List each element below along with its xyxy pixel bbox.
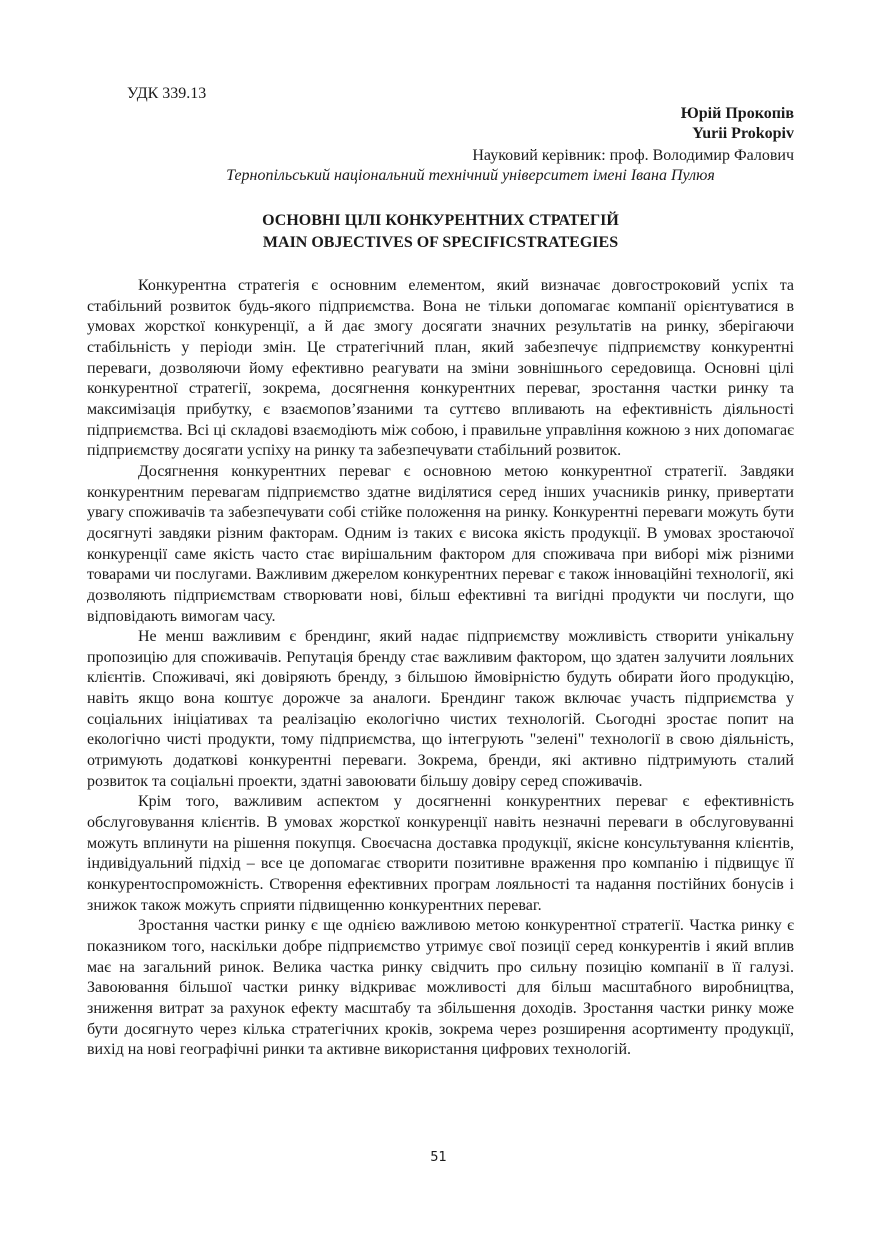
title-ua: ОСНОВНІ ЦІЛІ КОНКУРЕНТНИХ СТРАТЕГІЙ <box>262 212 619 229</box>
paper-title <box>87 210 794 254</box>
author-name-en: Yurii Prokopiv <box>692 125 794 142</box>
paragraph: Не менш важливим є брендинг, який надає підприємству можливість створити унікальну пропозицію для споживачів. Репутація бренду стає важливим фактором, що здатен залучити лояльних клієнтів. Споживачі, які довіряють бренду, з більшою ймовірністю будуть обирати його продукцію, навіть якщо вона коштує дорожче за аналоги. Брендинг також включає участь підприємства у соціальних ініціативах та реалізацію екологічно чистих технологій. Сьогодні зростає попит на екологічно чисті продукти, тому підприємства, що інтегрують "зелені" технології в свою діяльність, отримують додаткові конкурентні переваги. Зокрема, бренди, які активно підтримують сталий розвиток та соціальні проекти, здатні завоювати більшу довіру серед споживачів. <box>87 628 794 790</box>
scientific-supervisor: Науковий керівник: проф. Володимир Фалович <box>472 147 794 164</box>
title-en: MAIN OBJECTIVES OF SPECIFICSTRATEGIES <box>262 234 619 251</box>
page-number: 51 <box>430 1150 447 1165</box>
author-name-ua: Юрій Прокопів <box>680 105 794 122</box>
paragraph: Зростання частки ринку є ще однією важливою метою конкурентної стратегії. Частка ринку є показником того, наскільки добре підприємство утримує свої позиції серед конкурентів і який вплив має на загальний ринок. Велика частка ринку свідчить про сильну позицію компанії в її галузі. Завоювання більшої частки ринку відкриває можливості для більш масштабного виробництва, зниження витрат за рахунок ефекту масштабу та збільшення доходів. Зростання частки ринку може бути досягнуто через кілька стратегічних кроків, зокрема через розширення асортименту продукції, вихід на нові географічні ринки та активне використання цифрових технологій. <box>87 917 794 1059</box>
paragraph: Крім того, важливим аспектом у досягненні конкурентних переваг є ефективність обслуговування клієнтів. В умовах жорсткої конкуренції навіть незначні переваги в обслуговуванні можуть вплинути на рішення покупця. Своєчасна доставка продукції, якісне консультування клієнтів, індивідуальний підхід – все це допомагає створити позитивне враження про компанію і підвищує її конкурентоспроможність. Створення ефективних програм лояльності та надання постійних бонусів і знижок також можуть сприяти підвищенню конкурентних переваг. <box>87 793 794 914</box>
affiliation: Тернопільський національний технічний університет імені Івана Пулюя <box>226 167 715 184</box>
paragraph: Досягнення конкурентних переваг є основною метою конкурентної стратегії. Завдяки конкурентним перевагам підприємство здатне виділятися серед інших учасників ринку, привертати увагу споживачів та забезпечувати собі стійке положення на ринку. Конкурентні переваги можуть бути досягнуті завдяки різним факторам. Одним із таких є висока якість продукції. В умовах зростаючої конкуренції саме якість часто стає вирішальним фактором для споживача при виборі між різними товарами чи послугами. Важливим джерелом конкурентних переваг є також інноваційні технології, які дозволяють підприємствам створювати нові, більш ефективні та вигідні продукти чи послуги, що відповідають вимогам часу. <box>87 462 794 625</box>
page <box>87 84 794 1061</box>
body-text <box>87 276 794 1061</box>
paragraph: Конкурентна стратегія є основним елементом, який визначає довгостроковий успіх та стабільний розвиток будь-якого підприємства. Вона не тільки допомагає компанії орієнтуватися в умовах жорсткої конкуренції, а й дає змогу досягати значних результатів на ринку, зберігаючи стабільність у періоди змін. Це стратегічний план, який забезпечує підприємству конкурентні переваги, дозволяючи йому ефективно реагувати на зміни зовнішнього середовища. Основні цілі конкурентної стратегії, зокрема, досягнення конкурентних переваг, зростання частки ринку та максимізація прибутку, є взаємопов’язаними та суттєво впливають на ефективність діяльності підприємства. Всі ці складові взаємодіють між собою, і правильне управління кожною з них допомагає підприємству досягати успіху на ринку та забезпечувати стабільний розвиток. <box>87 277 794 460</box>
udk-code: УДК 339.13 <box>127 85 207 102</box>
author-block <box>87 104 794 144</box>
